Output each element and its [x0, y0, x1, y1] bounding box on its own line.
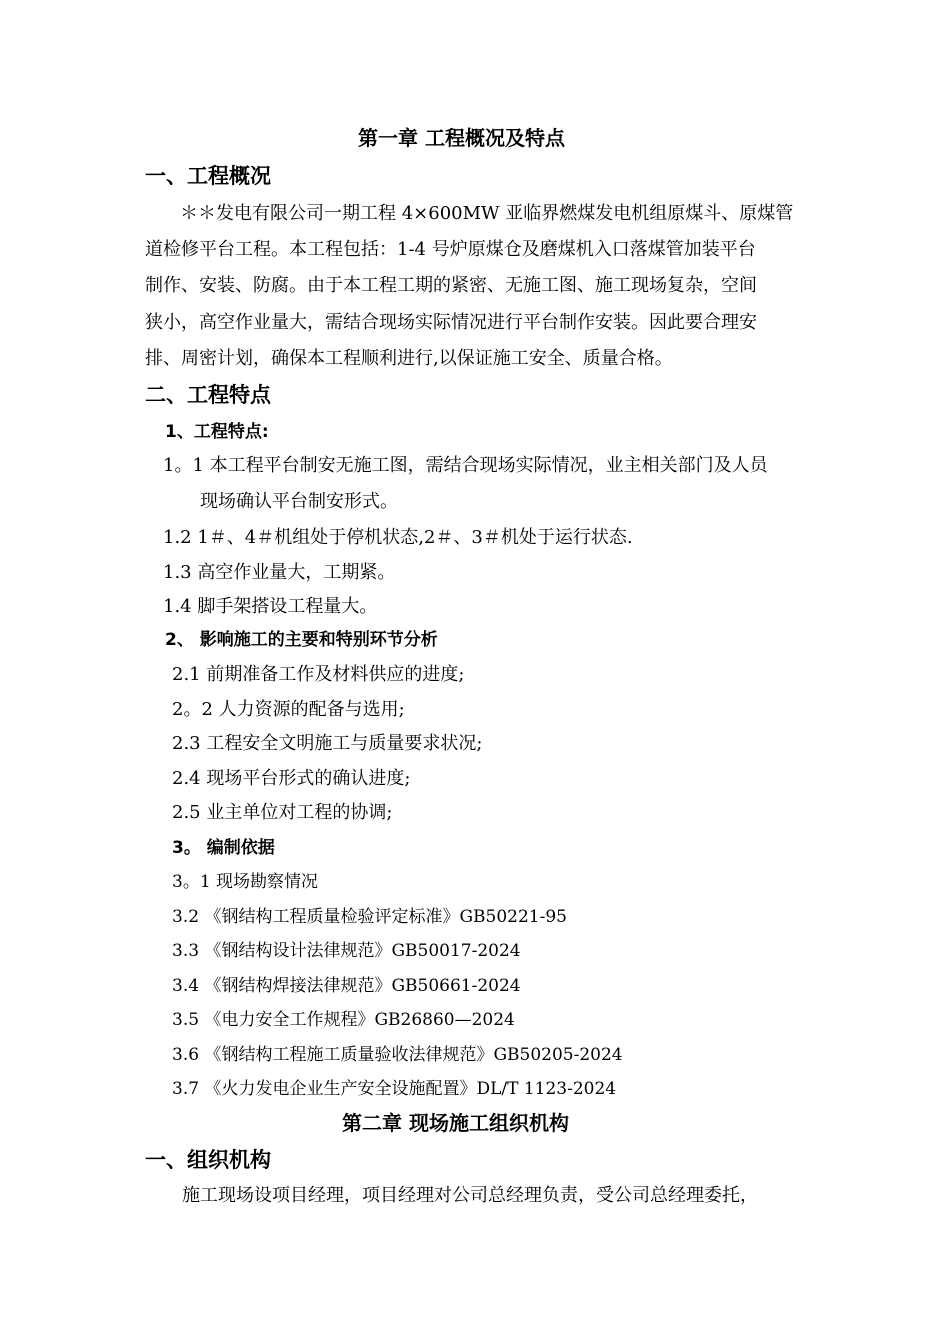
paragraph-line: 施工现场设项目经理，项目经理对公司总经理负责，受公司总经理委托， — [182, 1185, 758, 1206]
chapter-2-title: 第二章 现场施工组织机构 — [342, 1111, 569, 1135]
list-item: 2.3 工程安全文明施工与质量要求状况; — [172, 733, 483, 754]
reference-item: 3.2 《钢结构工程质量检验评定标准》GB50221-95 — [172, 907, 567, 927]
subsection-2-heading: 2、 影响施工的主要和特别环节分析 — [165, 630, 438, 650]
reference-item: 3。1 现场勘察情况 — [172, 872, 319, 892]
paragraph-line: 狭小，高空作业量大，需结合现场实际情况进行平台制作安装。因此要合理安 — [145, 312, 757, 333]
paragraph-line: 道检修平台工程。本工程包括：1-4 号炉原煤仓及磨煤机入口落煤管加装平台 — [145, 239, 756, 260]
reference-item: 3.4 《钢结构焊接法律规范》GB50661-2024 — [172, 976, 521, 996]
subsection-1-heading: 1、工程特点: — [165, 422, 269, 442]
list-item: 2.4 现场平台形式的确认进度; — [172, 768, 411, 789]
list-item: 1.3 高空作业量大，工期紧。 — [163, 562, 396, 583]
reference-item: 3.3 《钢结构设计法律规范》GB50017-2024 — [172, 941, 521, 961]
reference-item: 3.5 《电力安全工作规程》GB26860—2024 — [172, 1010, 515, 1030]
list-item: 1.4 脚手架搭设工程量大。 — [163, 596, 378, 617]
reference-item: 3.7 《火力发电企业生产安全设施配置》DL/T 1123-2024 — [172, 1079, 617, 1099]
section-1-heading: 一、工程概况 — [145, 164, 271, 188]
list-item: 2.5 业主单位对工程的协调; — [172, 802, 393, 823]
section-org-heading: 一、组织机构 — [145, 1148, 271, 1172]
reference-item: 3.6 《钢结构工程施工质量验收法律规范》GB50205-2024 — [172, 1045, 623, 1065]
paragraph-line: 制作、安装、防腐。由于本工程工期的紧密、无施工图、施工现场复杂，空间 — [145, 275, 757, 296]
list-item: 2。2 人力资源的配备与选用; — [172, 699, 405, 720]
section-2-heading: 二、工程特点 — [145, 383, 271, 407]
paragraph-line: 排、周密计划，确保本工程顺利进行,以保证施工安全、质量合格。 — [145, 348, 673, 369]
chapter-1-title: 第一章 工程概况及特点 — [358, 126, 565, 150]
subsection-3-heading: 3。 编制依据 — [172, 838, 275, 858]
list-item: 1。1 本工程平台制安无施工图，需结合现场实际情况，业主相关部门及人员 — [163, 455, 768, 476]
list-item: 1.2 1＃、4＃机组处于停机状态,2＃、3＃机处于运行状态. — [163, 527, 633, 548]
paragraph-line: ＊＊发电有限公司一期工程 4×600MW 亚临界燃煤发电机组原煤斗、原煤管 — [180, 203, 794, 224]
list-item: 2.1 前期准备工作及材料供应的进度; — [172, 664, 465, 685]
list-item-continuation: 现场确认平台制安形式。 — [200, 491, 398, 512]
